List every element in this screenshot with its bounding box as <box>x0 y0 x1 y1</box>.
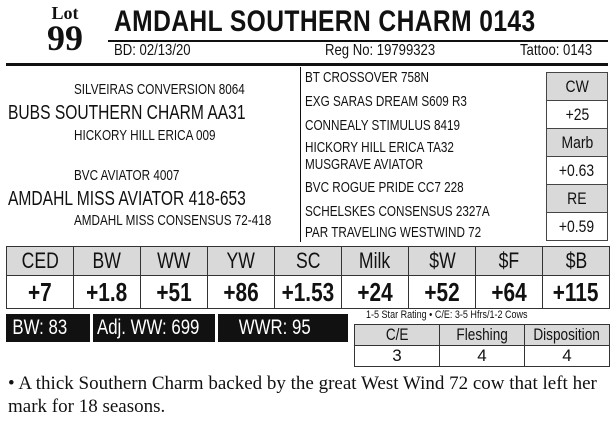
pedigree-dam-sire: BVC AVIATOR 4007 <box>74 167 180 184</box>
pedigree-sire-sire: SILVEIRAS CONVERSION 8064 <box>74 81 245 98</box>
star-rating-note: 1-5 Star Rating • C/E: 3-5 Hfrs/1-2 Cows <box>366 309 528 321</box>
cw-value: +25 <box>565 105 589 124</box>
weaning-weight-ratio: WWR: 95 <box>238 316 311 339</box>
re-header <box>547 185 607 213</box>
epd-value-cell <box>543 276 609 308</box>
star-rating-header <box>525 325 609 346</box>
re-value: +0.59 <box>559 217 595 236</box>
re-value-cell <box>547 213 607 240</box>
epd-value-cell <box>342 276 409 308</box>
star-rating-header <box>355 325 440 346</box>
pedigree-ancestor: PAR TRAVELING WESTWIND 72 <box>305 224 482 241</box>
pedigree-divider <box>300 67 301 242</box>
epd-value-cell <box>141 276 208 308</box>
lot-badge <box>30 3 100 58</box>
epd-table <box>6 246 610 309</box>
lot-label: Lot <box>51 3 79 23</box>
marb-value-cell <box>547 157 607 185</box>
birth-weight-badge <box>6 314 90 342</box>
birth-weight: BW: 83 <box>12 316 68 339</box>
star-rating-value: 3 <box>355 346 440 366</box>
tattoo-number: Tattoo: 0143 <box>520 42 593 59</box>
pedigree-ancestor: CONNEALY STIMULUS 8419 <box>305 117 460 134</box>
epd-header-cell <box>342 247 409 276</box>
lot-description: • A thick Southern Charm backed by the great West Wind 72 cow that left her mark for 18 seasons. <box>8 373 597 417</box>
epd-value: +51 <box>156 277 192 307</box>
pedigree-ancestor: EXG SARAS DREAM S609 R3 <box>305 93 467 110</box>
rating-label: C/E <box>385 325 409 344</box>
adjusted-weaning-weight-badge <box>93 314 215 342</box>
star-rating-header-row <box>355 325 609 346</box>
epd-label: BW <box>92 248 122 273</box>
pedigree-ancestor: HICKORY HILL ERICA TA32 <box>305 139 454 156</box>
epd-value: +24 <box>357 277 393 307</box>
pedigree-sire: BUBS SOUTHERN CHARM AA31 <box>8 102 246 124</box>
pedigree-ancestor: BT CROSSOVER 758N <box>305 69 429 86</box>
epd-value-cell <box>476 276 543 308</box>
epd-value: +86 <box>223 277 259 307</box>
epd-label: Milk <box>359 248 391 273</box>
lot-number: 99 <box>47 18 83 58</box>
epd-header-cell <box>7 247 74 276</box>
marb-header <box>547 129 607 157</box>
epd-header-cell <box>409 247 476 276</box>
epd-value-cell <box>208 276 275 308</box>
epd-value: +115 <box>553 277 599 307</box>
star-rating-value: 4 <box>562 346 572 365</box>
epd-value-row <box>7 276 609 308</box>
epd-header-cell <box>543 247 609 276</box>
pedigree-ancestor: BVC ROGUE PRIDE CC7 228 <box>305 179 464 196</box>
epd-header-cell <box>74 247 141 276</box>
cw-label: CW <box>565 77 589 96</box>
epd-label: $W <box>428 248 456 273</box>
re-label: RE <box>567 189 587 208</box>
epd-header-cell <box>141 247 208 276</box>
weaning-weight-ratio-badge <box>218 314 348 342</box>
section-divider <box>6 63 608 66</box>
rating-label: Fleshing <box>456 325 508 344</box>
marb-value: +0.63 <box>559 161 595 180</box>
page-title: AMDAHL SOUTHERN CHARM 0143 <box>114 5 536 38</box>
star-rating-table <box>354 324 610 367</box>
cw-value-cell <box>547 101 607 129</box>
epd-value: +1.53 <box>281 277 335 307</box>
star-rating-value-row <box>355 346 609 366</box>
epd-value-cell <box>275 276 342 308</box>
marb-label: Marb <box>561 133 593 152</box>
epd-label: $B <box>565 248 587 273</box>
pedigree-ancestor: SCHELSKES CONSENSUS 2327A <box>305 203 490 220</box>
star-rating-value: 4 <box>440 346 525 366</box>
epd-value: +7 <box>28 277 52 307</box>
adjusted-weaning-weight: Adj. WW: 699 <box>97 316 200 339</box>
pedigree-dam: AMDAHL MISS AVIATOR 418-653 <box>8 188 246 210</box>
epd-value: +64 <box>491 277 527 307</box>
epd-value-cell <box>409 276 476 308</box>
epd-header-cell <box>476 247 543 276</box>
epd-header-cell <box>208 247 275 276</box>
epd-value: +1.8 <box>86 277 128 307</box>
epd-value-cell <box>7 276 74 308</box>
pedigree-dam-dam: AMDAHL MISS CONSENSUS 72-418 <box>74 212 272 229</box>
epd-label: WW <box>157 248 191 273</box>
birth-date: BD: 02/13/20 <box>114 42 191 59</box>
epd-label: YW <box>226 248 256 273</box>
epd-value: +52 <box>424 277 460 307</box>
star-rating-header <box>440 325 525 346</box>
cw-header <box>547 73 607 101</box>
registration-number: Reg No: 19799323 <box>325 42 436 59</box>
epd-value-cell <box>74 276 141 308</box>
epd-label: SC <box>295 248 321 273</box>
carcass-epd-table <box>546 72 608 241</box>
rating-label: Disposition <box>533 325 601 344</box>
epd-header-row <box>7 247 609 276</box>
pedigree-sire-dam: HICKORY HILL ERICA 009 <box>74 127 216 144</box>
epd-header-cell <box>275 247 342 276</box>
epd-label: $F <box>498 248 520 273</box>
epd-label: CED <box>21 248 59 273</box>
pedigree-ancestor: MUSGRAVE AVIATOR <box>305 156 424 173</box>
